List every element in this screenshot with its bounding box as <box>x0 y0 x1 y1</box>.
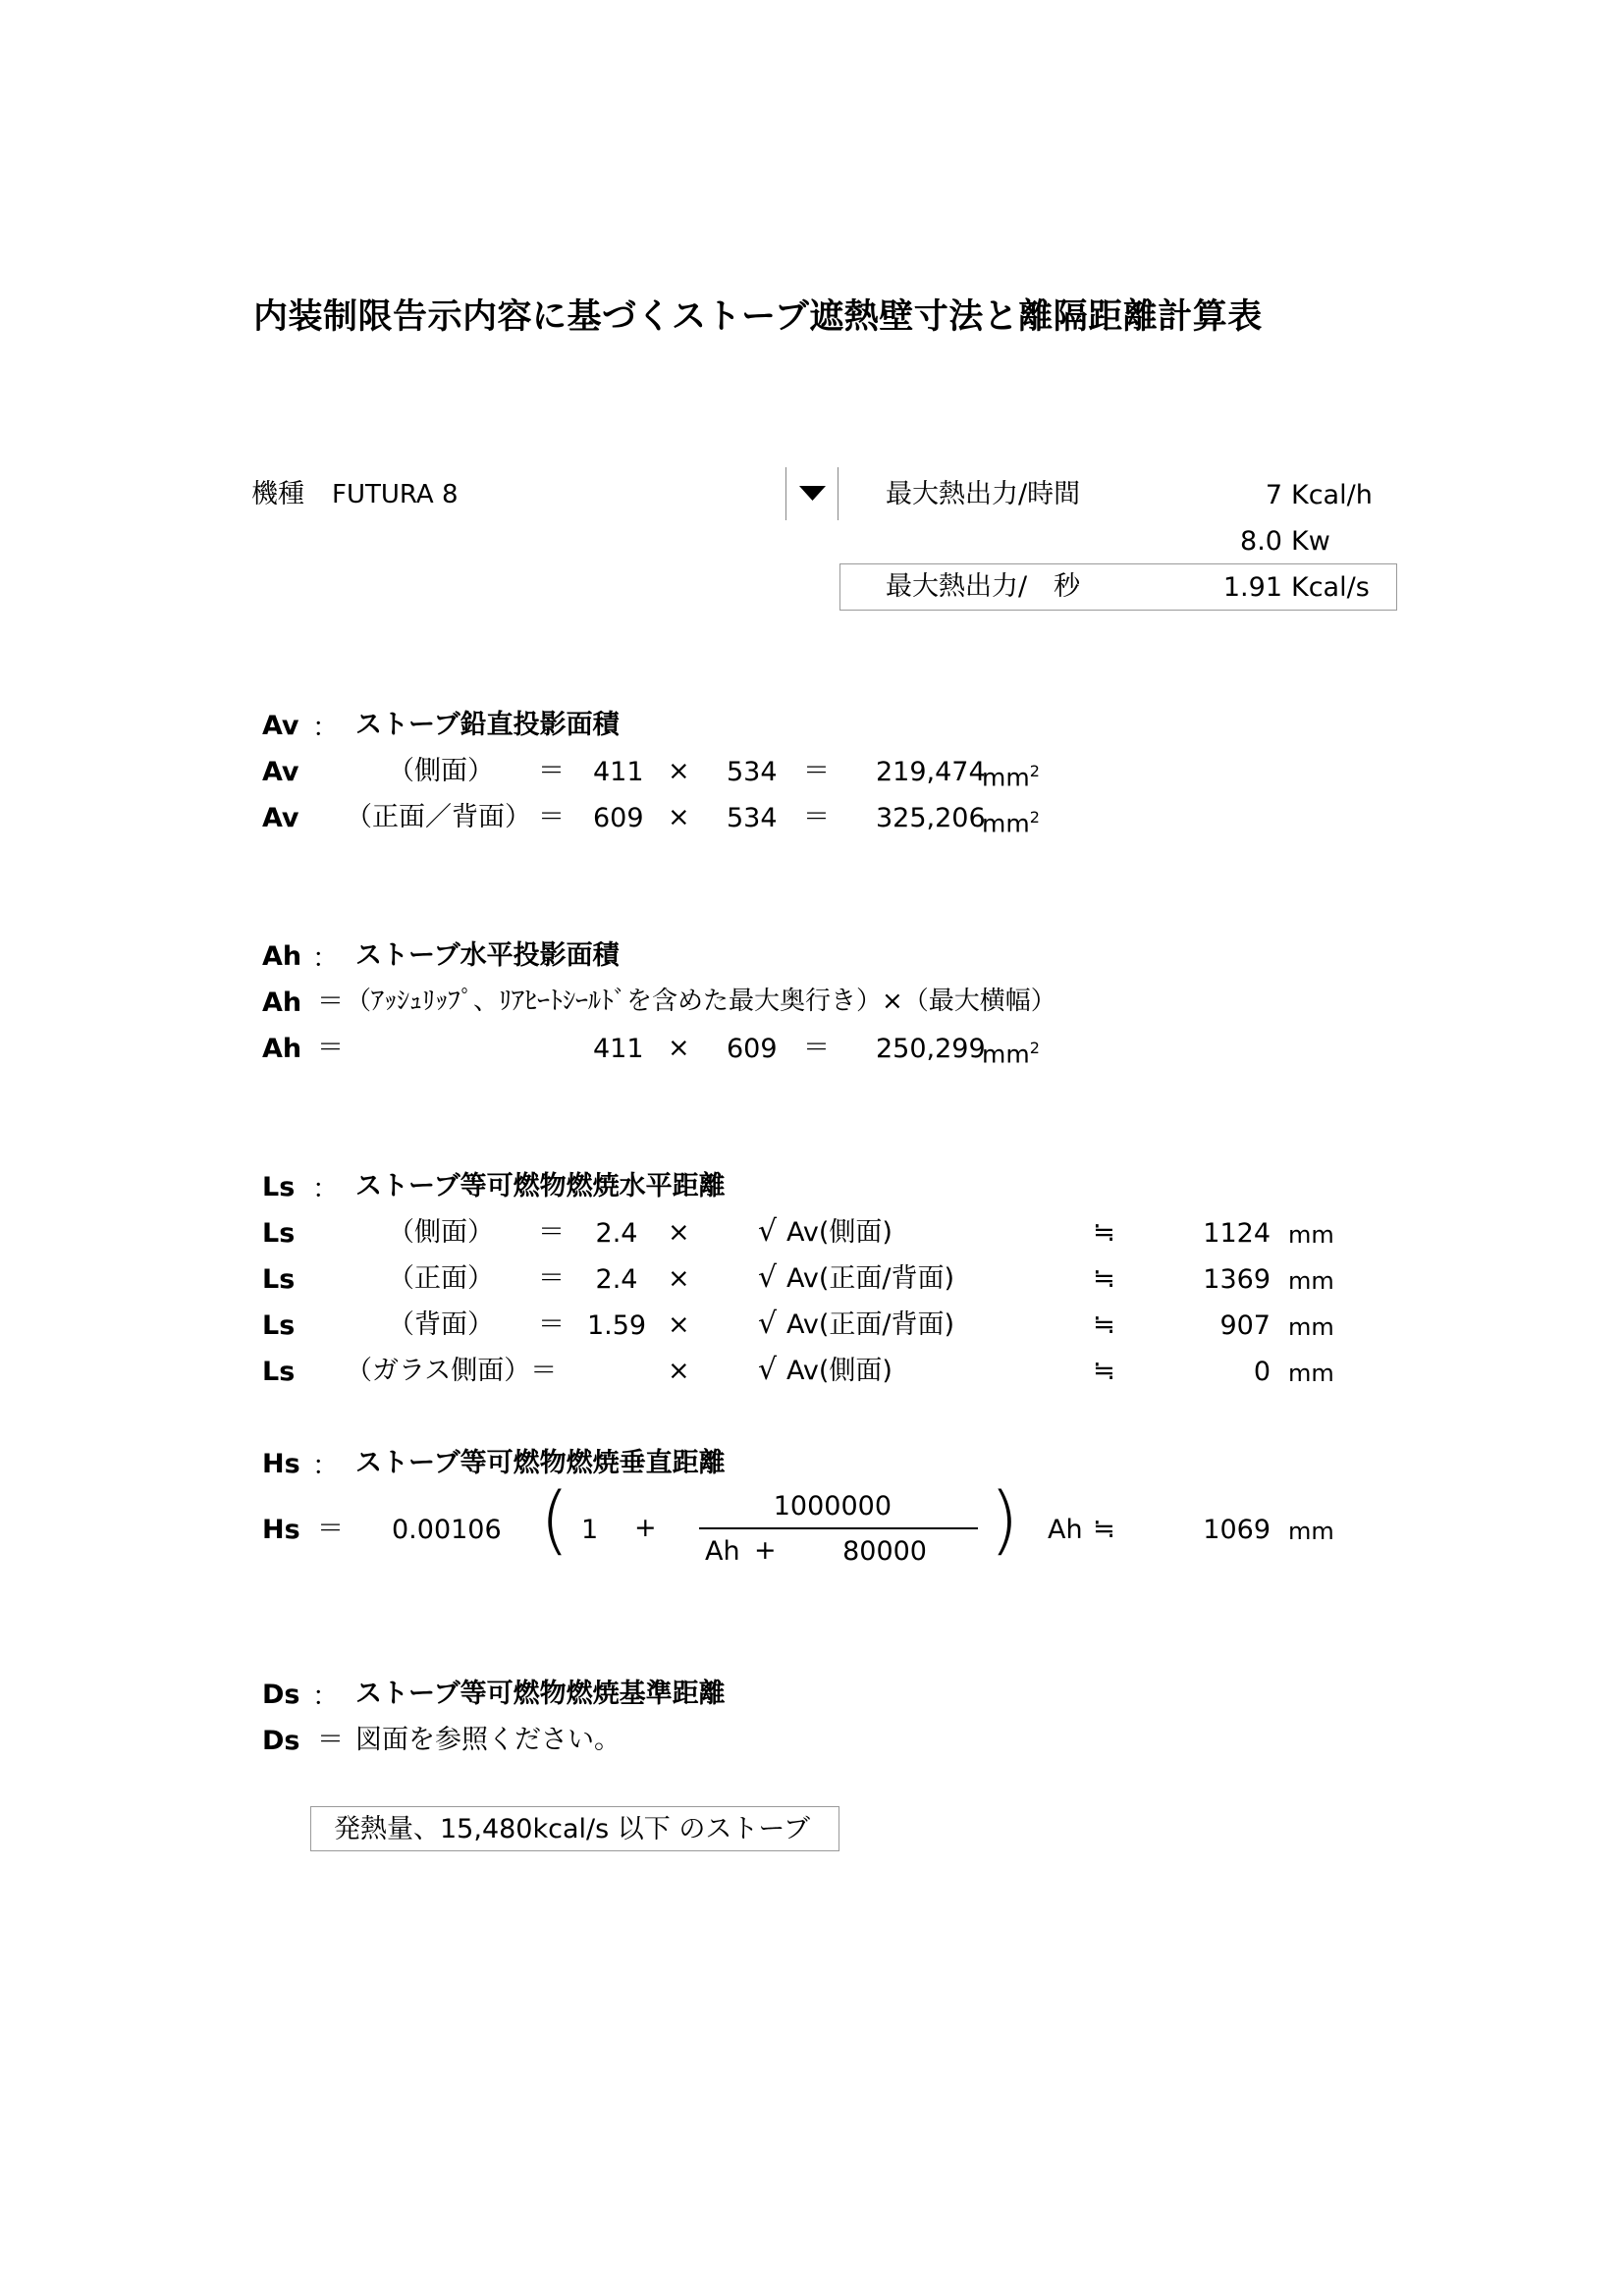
ls-back-unit: mm <box>1288 1313 1334 1341</box>
ds-row-symbol: Ds <box>262 1726 300 1756</box>
ah-row-eq: ＝ <box>317 1033 344 1063</box>
ls-glass-unit: mm <box>1288 1360 1334 1387</box>
hs-coef: 0.00106 <box>392 1515 502 1545</box>
ls-front-coef: 2.4 <box>595 1264 638 1295</box>
av-side-label: （側面） <box>388 756 494 786</box>
ah-row-unit-text: mm <box>982 1040 1030 1069</box>
ls-glass-label: （ガラス側面）＝ <box>346 1356 558 1386</box>
ls-side-eq: ＝ <box>538 1217 565 1248</box>
av-front-times: × <box>668 802 690 832</box>
ls-heading: ストーブ等可燃物燃焼水平距離 <box>355 1171 726 1201</box>
ds-heading-symbol: Ds <box>262 1680 300 1710</box>
av-side-eq: ＝ <box>538 756 565 786</box>
ls-front-root-icon: √ <box>758 1260 778 1295</box>
max-output-sec-label: 最大熱出力/ 秒 <box>886 571 1081 602</box>
ds-note: 発熱量、15,480kcal/s 以下 のストーブ <box>334 1814 810 1844</box>
ls-front-times: × <box>668 1263 690 1294</box>
av-side-eq2: ＝ <box>803 756 830 786</box>
ds-heading-colon: ： <box>312 1682 339 1712</box>
hs-row-symbol: Hs <box>262 1515 300 1545</box>
av-front-unit-sup: 2 <box>1029 808 1040 827</box>
ls-glass-times: × <box>668 1356 690 1386</box>
ls-back-eq: ＝ <box>538 1309 565 1340</box>
ls-front-unit: mm <box>1288 1267 1334 1295</box>
ls-back-value: 907 <box>1219 1310 1271 1341</box>
av-heading-symbol: Av <box>262 711 299 741</box>
hs-den-plus: + <box>754 1535 777 1566</box>
ah-row-eq2: ＝ <box>803 1033 830 1063</box>
hs-heading-symbol: Hs <box>262 1449 300 1479</box>
av-front-result: 325,206 <box>876 803 986 833</box>
av-front-b: 534 <box>727 803 778 833</box>
ah-heading: ストーブ水平投影面積 <box>355 940 620 971</box>
av-front-label: （正面／背面） <box>346 802 531 832</box>
av-front-unit <box>982 808 1040 838</box>
hs-value: 1069 <box>1203 1515 1271 1545</box>
max-output-hour-unit: Kcal/h <box>1291 480 1373 510</box>
hs-heading: ストーブ等可燃物燃焼垂直距離 <box>355 1448 726 1478</box>
ah-heading-colon: ： <box>312 943 339 974</box>
ah-heading-symbol: Ah <box>262 941 302 972</box>
ls-side-symbol: Ls <box>262 1218 296 1249</box>
ls-glass-root-icon: √ <box>758 1353 778 1387</box>
ls-glass-av: Av(側面) <box>786 1356 893 1386</box>
av-side-a: 411 <box>593 757 644 787</box>
av-front-symbol: Av <box>262 803 299 833</box>
av-side-unit-text: mm <box>982 763 1030 792</box>
ls-glass-approx: ≒ <box>1093 1356 1115 1386</box>
hs-left-paren: ( <box>540 1475 569 1563</box>
ah-row-a: 411 <box>593 1034 644 1064</box>
hs-unit: mm <box>1288 1518 1334 1545</box>
av-front-unit-text: mm <box>982 809 1030 838</box>
ls-front-av: Av(正面/背面) <box>786 1263 955 1294</box>
ls-side-unit: mm <box>1288 1221 1334 1249</box>
ls-heading-colon: ： <box>312 1174 339 1204</box>
av-front-a: 609 <box>593 803 644 833</box>
ah-row-symbol: Ah <box>262 1034 302 1064</box>
hs-numerator: 1000000 <box>773 1491 892 1522</box>
ah-row-times: × <box>668 1033 690 1063</box>
hs-fraction-bar <box>699 1527 978 1529</box>
hs-heading-colon: ： <box>312 1451 339 1481</box>
ls-front-value: 1369 <box>1203 1264 1271 1295</box>
ah-definition: （ｱｯｼｭﾘｯﾌﾟ、ﾘｱﾋｰﾄｼｰﾙﾄﾞを含めた最大奥行き）×（最大横幅） <box>346 987 1056 1016</box>
model-dropdown-button[interactable] <box>785 467 839 520</box>
ls-side-approx: ≒ <box>1093 1217 1115 1248</box>
ls-back-approx: ≒ <box>1093 1309 1115 1340</box>
ls-side-root-icon: √ <box>758 1214 778 1249</box>
max-output-sec-value: 1.91 <box>1222 572 1282 603</box>
av-front-eq: ＝ <box>538 802 565 832</box>
ls-front-approx: ≒ <box>1093 1263 1115 1294</box>
page-title: 内装制限告示内容に基づくストーブ遮熱壁寸法と離隔距離計算表 <box>253 297 1263 337</box>
hs-den-ah: Ah <box>705 1536 740 1567</box>
ls-side-av: Av(側面) <box>786 1217 893 1248</box>
ah-def-eq: ＝ <box>317 987 344 1017</box>
ah-def-symbol: Ah <box>262 988 302 1018</box>
av-side-b: 534 <box>727 757 778 787</box>
av-side-unit-sup: 2 <box>1029 762 1040 780</box>
ls-side-value: 1124 <box>1203 1218 1271 1249</box>
ls-back-symbol: Ls <box>262 1310 296 1341</box>
ls-front-symbol: Ls <box>262 1264 296 1295</box>
ls-heading-symbol: Ls <box>262 1172 296 1202</box>
hs-approx: ≒ <box>1093 1514 1115 1544</box>
av-side-unit <box>982 762 1040 792</box>
hs-ah: Ah <box>1048 1515 1083 1545</box>
ls-side-label: （側面） <box>388 1217 494 1248</box>
av-front-eq2: ＝ <box>803 802 830 832</box>
ls-front-eq: ＝ <box>538 1263 565 1294</box>
av-side-result: 219,474 <box>876 757 986 787</box>
kw-value: 8.0 <box>1240 526 1282 557</box>
ls-glass-value: 0 <box>1253 1357 1271 1387</box>
ls-back-coef: 1.59 <box>586 1310 647 1341</box>
max-output-hour-value: 7 <box>1265 480 1282 510</box>
kw-unit: Kw <box>1291 526 1330 557</box>
ls-back-label: （背面） <box>388 1309 494 1340</box>
av-side-symbol: Av <box>262 757 299 787</box>
model-select-value[interactable]: FUTURA 8 <box>332 480 459 509</box>
ah-row-unit <box>982 1039 1040 1069</box>
max-output-hour-label: 最大熱出力/時間 <box>886 479 1081 509</box>
hs-right-paren: ) <box>990 1475 1019 1563</box>
hs-row-eq: ＝ <box>317 1514 344 1544</box>
hs-den-value: 80000 <box>842 1536 927 1567</box>
hs-one: 1 <box>581 1515 599 1545</box>
ls-back-times: × <box>668 1309 690 1340</box>
ds-row-eq: ＝ <box>317 1725 344 1755</box>
ah-row-b: 609 <box>727 1034 778 1064</box>
ds-row-text: 図面を参照ください。 <box>355 1725 621 1755</box>
ls-side-coef: 2.4 <box>595 1218 638 1249</box>
ds-heading: ストーブ等可燃物燃焼基準距離 <box>355 1679 726 1709</box>
ah-row-result: 250,299 <box>876 1034 986 1064</box>
av-heading-colon: ： <box>312 713 339 743</box>
av-heading: ストーブ鉛直投影面積 <box>355 710 620 740</box>
model-label: 機種 <box>251 479 304 509</box>
ls-side-times: × <box>668 1217 690 1248</box>
hs-plus: + <box>634 1513 657 1543</box>
ah-row-unit-sup: 2 <box>1029 1039 1040 1057</box>
max-output-sec-unit: Kcal/s <box>1291 572 1370 603</box>
ls-back-root-icon: √ <box>758 1307 778 1341</box>
ls-back-av: Av(正面/背面) <box>786 1309 955 1340</box>
ls-glass-symbol: Ls <box>262 1357 296 1387</box>
av-side-times: × <box>668 756 690 786</box>
triangle-down-icon <box>786 467 839 520</box>
ls-front-label: （正面） <box>388 1263 494 1294</box>
